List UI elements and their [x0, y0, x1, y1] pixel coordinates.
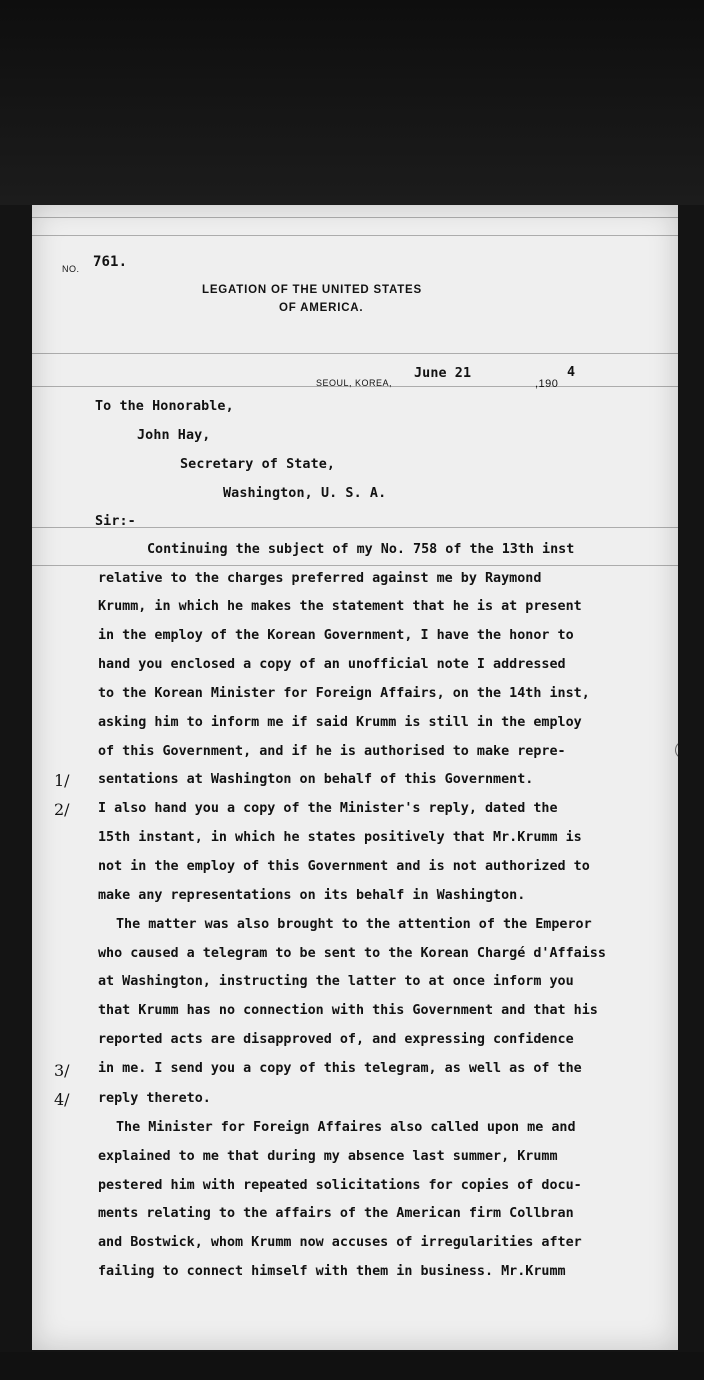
film-border-top: [0, 0, 704, 205]
salutation: Sir:-: [95, 514, 136, 529]
body-line: relative to the charges preferred against me by Raymond: [98, 571, 542, 586]
body-line: to the Korean Minister for Foreign Affairs, on the 14th inst,: [98, 686, 590, 701]
place-line: SEOUL, KOREA,: [316, 378, 393, 388]
legation-heading-line1: LEGATION OF THE UNITED STATES: [202, 284, 422, 296]
body-line: reply thereto.: [98, 1091, 211, 1106]
body-line: in the employ of the Korean Government, I have the honor to: [98, 628, 574, 643]
film-border-bottom: [0, 1352, 704, 1380]
body-line: I also hand you a copy of the Minister's reply, dated the: [98, 801, 558, 816]
dispatch-number: 761.: [93, 254, 128, 270]
body-line: asking him to inform me if said Krumm is still in the employ: [98, 715, 582, 730]
address-line4: Washington, U. S. A.: [223, 486, 387, 501]
body-line: not in the employ of this Government and is not authorized to: [98, 859, 590, 874]
address-line3: Secretary of State,: [180, 457, 336, 472]
body-line: The Minister for Foreign Affaires also called upon me and: [116, 1120, 576, 1135]
number-label: NO.: [62, 264, 80, 274]
enclosure-mark: 1/: [54, 771, 70, 790]
body-line: of this Government, and if he is authorised to make repre-: [98, 744, 566, 759]
letter-date: June 21: [414, 366, 472, 381]
scan-rule: [32, 353, 678, 354]
body-line: who caused a telegram to be sent to the Korean Chargé d'Affaiss: [98, 946, 606, 961]
scan-rule: [32, 565, 678, 566]
body-line: and Bostwick, whom Krumm now accuses of irregularities after: [98, 1235, 582, 1250]
body-line: failing to connect himself with them in business. Mr.Krumm: [98, 1264, 566, 1279]
legation-heading-line2: OF AMERICA.: [279, 302, 364, 314]
address-line1: To the Honorable,: [95, 399, 234, 414]
body-line: in me. I send you a copy of this telegram, as well as of the: [98, 1061, 582, 1076]
body-line: Continuing the subject of my No. 758 of the 13th inst: [147, 542, 575, 557]
punch-hole: [675, 741, 678, 759]
body-line: explained to me that during my absence last summer, Krumm: [98, 1149, 558, 1164]
body-line: that Krumm has no connection with this Government and that his: [98, 1003, 598, 1018]
body-line: ments relating to the affairs of the American firm Collbran: [98, 1206, 574, 1221]
body-line: reported acts are disapproved of, and expressing confidence: [98, 1032, 574, 1047]
body-line: sentations at Washington on behalf of this Government.: [98, 772, 534, 787]
enclosure-mark: 2/: [54, 800, 70, 819]
body-line: 15th instant, in which he states positively that Mr.Krumm is: [98, 830, 582, 845]
body-line: at Washington, instructing the latter to at once inform you: [98, 974, 574, 989]
body-line: Krumm, in which he makes the statement that he is at present: [98, 599, 582, 614]
body-line: make any representations on its behalf in Washington.: [98, 888, 526, 903]
year-prefix: ,190: [535, 378, 559, 390]
letter-page: [32, 205, 678, 1350]
body-line: The matter was also brought to the attention of the Emperor: [116, 917, 592, 932]
scan-rule: [32, 235, 678, 236]
enclosure-mark: 4/: [54, 1090, 70, 1109]
address-line2: John Hay,: [137, 428, 211, 443]
enclosure-mark: 3/: [54, 1061, 70, 1080]
year-suffix: 4: [567, 365, 576, 380]
body-line: pestered him with repeated solicitations for copies of docu-: [98, 1178, 582, 1193]
scan-rule: [32, 217, 678, 218]
body-line: hand you enclosed a copy of an unofficial note I addressed: [98, 657, 566, 672]
